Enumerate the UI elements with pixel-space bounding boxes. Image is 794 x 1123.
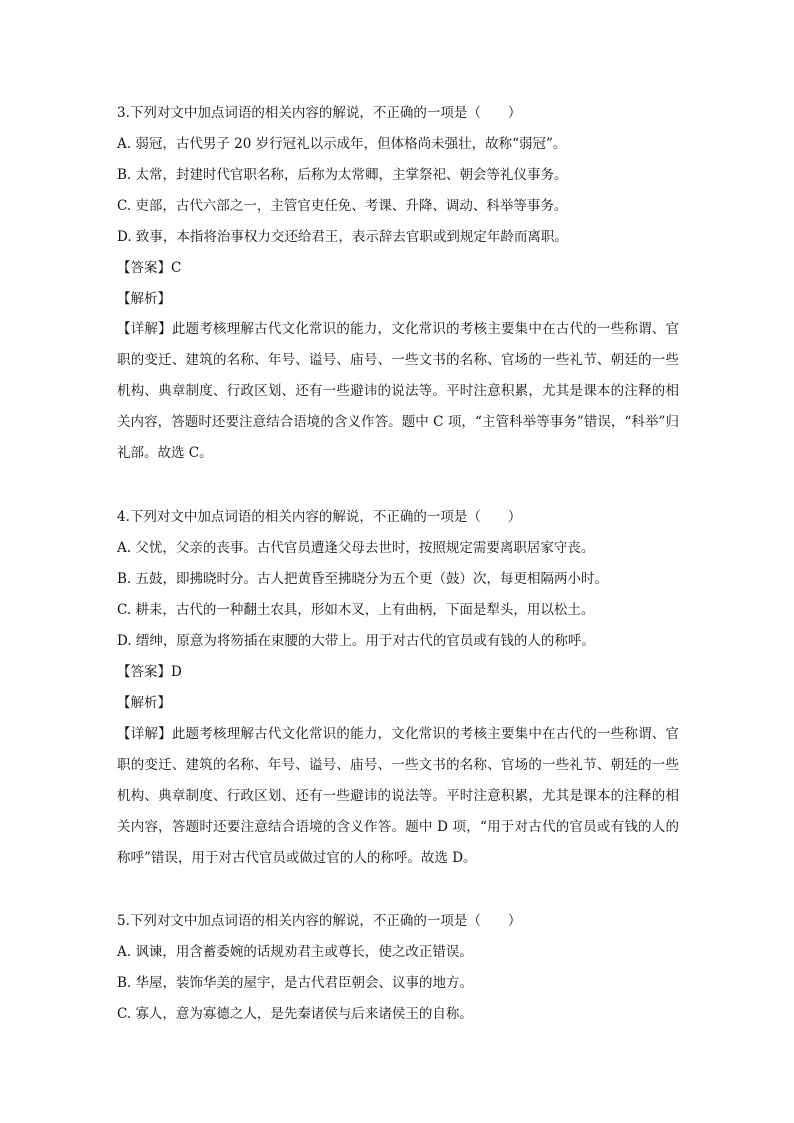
question-4-option-d: D. 缙绅，原意为将笏插在束腰的大带上。用于对古代的官员或有钱的人的称呼。 bbox=[117, 633, 595, 649]
question-5-option-c: C. 寡人，意为寡德之人，是先秦诸侯与后来诸侯王的自称。 bbox=[117, 1006, 473, 1022]
question-3-detail: 【详解】此题考核理解古代文化常识的能力，文化常识的考核主要集中在古代的一些称谓、官职的变迁、建筑的名称、年号、谥号、庙号、一些文书的名称、官场的一些礼节、朝廷的一些机构、典章制度、行政区划、还有一些避讳的说法等。平时注意积累，尤其是课本的注释的相关内容，答题时还要注意结合语境的含义作答。题中 C 项，“主管科举等事务”错误，“科举”归礼部。故选 C。 bbox=[117, 321, 679, 461]
question-4-option-c: C. 耕耒，古代的一种翻土农具，形如木叉，上有曲柄，下面是犁头，用以松土。 bbox=[117, 602, 595, 618]
question-3-option-d: D. 致事，本指将治事权力交还给君王，表示辞去官职或到规定年龄而离职。 bbox=[117, 229, 568, 245]
question-3-option-b: B. 太常，封建时代官职名称，后称为太常卿，主掌祭祀、朝会等礼仪事务。 bbox=[117, 167, 568, 183]
question-5-option-a: A. 讽谏，用含蓄委婉的话规劝君主或尊长，使之改正错误。 bbox=[117, 944, 473, 960]
question-3-stem: 3.下列对文中加点词语的相关内容的解说，不正确的一项是（ ） bbox=[117, 105, 522, 121]
question-5-stem: 5.下列对文中加点词语的相关内容的解说，不正确的一项是（ ） bbox=[117, 913, 522, 929]
question-4-option-b: B. 五鼓，即拂晓时分。古人把黄昏至拂晓分为五个更（鼓）次，每更相隔两小时。 bbox=[117, 571, 609, 587]
question-4-option-a: A. 父忧，父亲的丧事。古代官员遭逢父母去世时，按照规定需要离职居家守丧。 bbox=[117, 540, 595, 556]
question-3-option-a: A. 弱冠，古代男子 20 岁行冠礼以示成年，但体格尚未强壮，故称“弱冠”。 bbox=[117, 136, 567, 152]
question-4-stem: 4.下列对文中加点词语的相关内容的解说，不正确的一项是（ ） bbox=[117, 509, 522, 525]
question-4-analysis-label: 【解析】 bbox=[117, 695, 171, 711]
question-5-option-b: B. 华屋，装饰华美的屋宇，是古代君臣朝会、议事的地方。 bbox=[117, 975, 474, 991]
question-3-detail-block bbox=[117, 314, 679, 469]
question-4-detail: 【详解】此题考核理解古代文化常识的能力，文化常识的考核主要集中在古代的一些称谓、官职的变迁、建筑的名称、年号、谥号、庙号、一些文书的名称、官场的一些礼节、朝廷的一些机构、典章制度、行政区划、还有一些避讳的说法等。平时注意积累，尤其是课本的注释的相关内容，答题时还要注意结合语境的含义作答。题中 D 项，“用于对古代的官员或有钱的人的称呼”错误，用于对古代官员或做过官的人的称呼。故选 D。 bbox=[117, 726, 679, 866]
question-4-detail-block bbox=[117, 719, 679, 874]
question-3-analysis-label: 【解析】 bbox=[117, 291, 171, 307]
question-4-answer: 【答案】D bbox=[117, 664, 182, 680]
question-3-answer: 【答案】C bbox=[117, 260, 182, 276]
question-3-option-c: C. 吏部，古代六部之一，主管官吏任免、考课、升降、调动、科举等事务。 bbox=[117, 198, 568, 214]
